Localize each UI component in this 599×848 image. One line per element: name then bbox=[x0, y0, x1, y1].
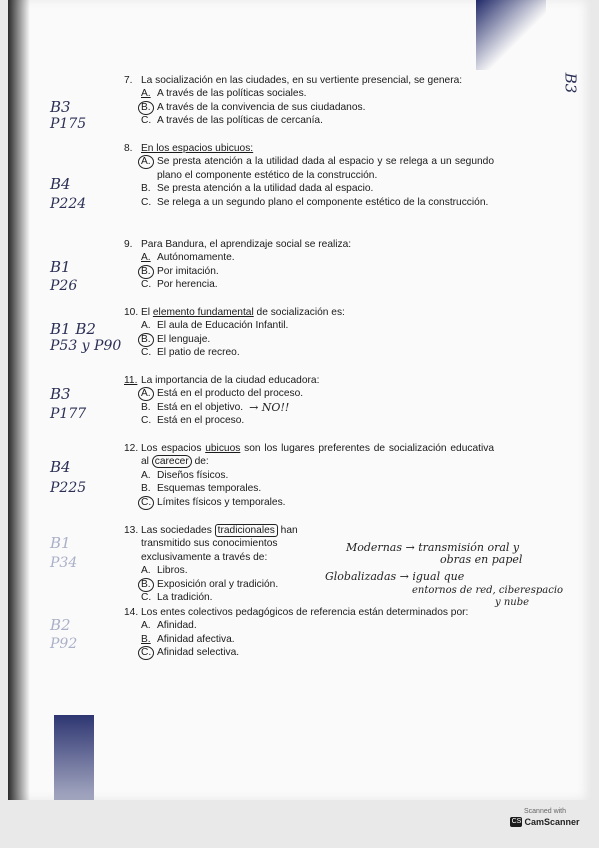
question-stem: Para Bandura, el aprendizaje social se realiza: bbox=[141, 239, 352, 250]
margin-ref-page: P53 y P90 bbox=[50, 338, 122, 354]
question-number: 12. bbox=[124, 443, 139, 454]
option-c: C. El patio de recreo. bbox=[141, 347, 240, 359]
option-b: B. Esquemas temporales. bbox=[141, 483, 262, 495]
margin-ref-block: B4 bbox=[50, 175, 71, 193]
margin-ref-page: P224 bbox=[50, 196, 87, 212]
option-a: A. Libros. bbox=[141, 565, 188, 577]
question-stem: Los espacios ubicuos son los lugares preferentes de socialización educativa al carecer de: bbox=[141, 443, 494, 468]
option-a: A. El aula de Educación Infantil. bbox=[141, 320, 289, 332]
camscanner-brand: CamScanner bbox=[524, 817, 580, 827]
margin-ref-page: P26 bbox=[50, 278, 78, 294]
option-b: B. Exposición oral y tradición. bbox=[141, 578, 279, 590]
scan-shadow-top-right bbox=[476, 0, 546, 70]
question-stem: Las sociedades tradicionales han transmitido sus conocimientos exclusivamente a través de: bbox=[141, 525, 298, 563]
margin-ref-page: P177 bbox=[50, 406, 87, 422]
margin-ref-block: B4 bbox=[50, 458, 71, 476]
question-number: 9. bbox=[124, 239, 133, 250]
margin-ref-page: P92 bbox=[50, 636, 78, 652]
margin-ref-block: B3 bbox=[50, 385, 71, 403]
question-9 bbox=[124, 238, 494, 292]
option-b: B. Se presta atención a la utilidad dada al espacio. bbox=[141, 183, 374, 195]
option-c: C. Se relega a un segundo plano el componente estético de la construcción. bbox=[141, 196, 489, 208]
option-b: B. Afinidad afectiva. bbox=[141, 633, 235, 645]
option-a: A. Afinidad. bbox=[141, 620, 197, 632]
option-c: C. Límites físicos y temporales. bbox=[141, 496, 286, 508]
question-8 bbox=[124, 142, 494, 209]
margin-ref-page: P175 bbox=[50, 116, 87, 132]
option-c: C. La tradición. bbox=[141, 592, 213, 604]
handwritten-note: obras en papel bbox=[440, 553, 523, 566]
handwritten-note: → NO!! bbox=[249, 400, 290, 414]
margin-ref-page: P225 bbox=[50, 480, 87, 496]
margin-ref-block: B2 bbox=[50, 616, 71, 634]
option-c: C. Está en el proceso. bbox=[141, 415, 245, 427]
question-stem: La importancia de la ciudad educadora: bbox=[141, 375, 320, 386]
scanned-with-text: Scanned with bbox=[523, 808, 567, 815]
option-a: A. Diseños físicos. bbox=[141, 469, 229, 481]
question-7 bbox=[124, 74, 494, 128]
option-b: B. Por imitación. bbox=[141, 265, 219, 277]
question-stem: Los entes colectivos pedagógicos de referencia están determinados por: bbox=[141, 607, 469, 618]
option-a: A. Autónomamente. bbox=[141, 252, 235, 264]
question-number: 11. bbox=[124, 375, 138, 386]
scan-shadow-bottom-left bbox=[54, 715, 94, 800]
handwritten-note: Globalizadas → igual que bbox=[325, 570, 465, 583]
question-11 bbox=[124, 374, 494, 428]
question-number: 7. bbox=[124, 75, 133, 86]
margin-ref-block: B1 bbox=[50, 258, 71, 276]
option-c: C. A través de las políticas de cercanía. bbox=[141, 115, 323, 127]
margin-ref-block: B1 B2 bbox=[50, 320, 96, 338]
option-a: A. Está en el producto del proceso. bbox=[141, 388, 304, 400]
question-10 bbox=[124, 306, 494, 360]
option-c: C. Afinidad selectiva. bbox=[141, 647, 240, 659]
option-a: A. A través de las políticas sociales. bbox=[141, 88, 307, 100]
question-number: 13. bbox=[124, 525, 139, 536]
handwritten-note: entornos de red, ciberespacio bbox=[412, 585, 564, 596]
camscanner-icon: CS bbox=[511, 818, 522, 825]
option-a: A. Se presta atención a la utilidad dada al espacio y se relega a un segundo plano el componente estético de la construcción. bbox=[141, 156, 494, 181]
option-b: B. El lenguaje. bbox=[141, 333, 211, 345]
side-reference: B3 bbox=[561, 72, 580, 94]
handwritten-note: Modernas → transmisión oral y bbox=[346, 541, 520, 554]
question-12 bbox=[124, 442, 494, 509]
camscanner-watermark bbox=[504, 808, 586, 827]
option-b: B. A través de la convivencia de sus ciudadanos. bbox=[141, 101, 366, 113]
scan-shadow-left bbox=[8, 0, 30, 800]
option-c: C. Por herencia. bbox=[141, 279, 218, 291]
margin-ref-page: P34 bbox=[50, 555, 78, 571]
option-b: B. Está en el objetivo. → NO!! bbox=[141, 400, 290, 414]
question-stem: En los espacios ubicuos: bbox=[141, 143, 254, 154]
question-number: 8. bbox=[124, 143, 133, 154]
question-number: 14. bbox=[124, 607, 139, 618]
question-14 bbox=[124, 606, 494, 660]
handwritten-note: y nube bbox=[495, 597, 530, 608]
margin-ref-block: B1 bbox=[50, 534, 71, 552]
margin-ref-block: B3 bbox=[50, 98, 71, 116]
question-number: 10. bbox=[124, 307, 139, 318]
question-13 bbox=[124, 524, 344, 604]
question-stem: La socialización en las ciudades, en su vertiente presencial, se genera: bbox=[141, 75, 463, 86]
question-stem: El elemento fundamental de socialización es: bbox=[141, 307, 345, 318]
